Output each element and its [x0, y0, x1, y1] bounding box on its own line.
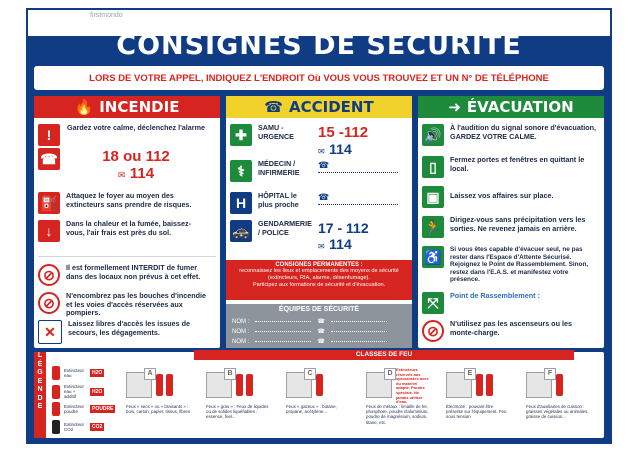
- sms-number-wrap: [66, 165, 206, 183]
- phone-icon: ☎: [317, 339, 325, 345]
- ext-label: Extincteur CO2: [64, 422, 85, 432]
- nom-row-3: [232, 338, 387, 345]
- sms-number: 114: [129, 165, 155, 182]
- incendie-column: [34, 96, 220, 348]
- samu-sms-number: 114: [329, 141, 352, 157]
- exit-arrow-icon: ➜: [448, 98, 461, 116]
- equipes-title: ÉQUIPES DE SÉCURITÉ: [278, 306, 360, 313]
- first-aid-icon: ✚: [230, 124, 252, 146]
- gendarmerie-label: GENDARMERIE / POLICE: [258, 219, 312, 237]
- fire-desc: Feux d'auxiliaires de cuisson : graisses végétales ou animales, graisse de cuisson...: [526, 404, 589, 420]
- bag-icon: ▣: [422, 186, 444, 208]
- attack-text: Attaquez le foyer au moyen des extincteurs sans prendre de risques.: [66, 191, 192, 209]
- calm-row: [38, 124, 206, 146]
- no-smoking-text: Il est formellement INTERDIT de fumer dans des locaux non prévus à cet effet.: [66, 263, 201, 281]
- fire-letter: E: [464, 368, 476, 380]
- phone-icon: ☎: [317, 329, 325, 335]
- police-car-icon: 🚓: [230, 220, 252, 242]
- phone-icon: ☎: [38, 148, 60, 170]
- fire-desc: Feux « gazeux » : butane, propane, acétylène...: [286, 404, 337, 415]
- fire-desc: Feux de métaux : limaille de fer, phosphore, poudre d'aluminium, poudre de magnésium, sodium, titane, etc.: [366, 404, 429, 425]
- safety-poster: [26, 8, 612, 444]
- call-row: [38, 148, 206, 183]
- extinguisher-icon: ⛽: [38, 192, 60, 214]
- samu-number: 15 -112: [318, 124, 369, 141]
- samu-numbers: [318, 124, 410, 159]
- fire-letter: F: [544, 368, 556, 380]
- flame-icon: 🔥: [74, 98, 94, 116]
- extinguisher-icon: [236, 374, 243, 396]
- exits-text: Laissez libres d'accès les issues de secours, les dégagements.: [68, 319, 190, 337]
- incendie-heading-label: INCENDIE: [99, 98, 180, 116]
- extinguisher-icon: [476, 374, 483, 396]
- police-sms-wrap: [318, 236, 410, 254]
- samu-sms-wrap: [318, 141, 410, 159]
- medecin-phone-line: ☎: [318, 160, 398, 173]
- exit-text: Dirigez-vous sans précipitation vers les sorties. Ne revenez jamais en arrière.: [450, 215, 586, 233]
- poster-title: CONSIGNES DE SÉCURITÉ: [116, 30, 522, 61]
- running-man-icon: 🏃: [422, 216, 444, 238]
- accident-heading-label: ACCIDENT: [288, 98, 374, 116]
- sms-icon: ✉: [318, 147, 325, 156]
- ext-label: Extincteur eau + additif: [64, 384, 85, 399]
- belongings-text: Laissez vos affaires sur place.: [450, 191, 554, 200]
- refuge-row: [422, 246, 596, 284]
- ext-badge: H2O: [92, 388, 103, 395]
- fire-desc: Électricité : pouvant être présente sur l'équipement. Feu sous tension: [446, 404, 507, 420]
- fire-letter: B: [224, 368, 236, 380]
- sms-icon: ✉: [318, 242, 325, 251]
- fire-number: 18 ou 112: [102, 148, 170, 165]
- extinguisher-icon: [556, 374, 563, 396]
- nom-line: [255, 321, 311, 322]
- fire-letter: D: [384, 368, 396, 380]
- nom-label: NOM :: [232, 318, 250, 325]
- ext-label: Extincteur poudre: [64, 404, 85, 414]
- divider: [38, 256, 216, 257]
- sms-icon: ✉: [117, 170, 126, 180]
- samu-label: SAMU - URGENCE: [258, 123, 294, 141]
- extinguisher-icon: [156, 374, 163, 396]
- extinguisher-icon: [246, 374, 253, 396]
- perm-title: CONSIGNES PERMANENTES :: [275, 262, 363, 268]
- hopital-label: HÔPITAL le plus proche: [258, 191, 299, 209]
- no-obstruct-text: N'encombrez pas les bouches d'incendie et les voies d'accès réservées aux pompiers.: [66, 291, 207, 318]
- doctor-icon: ⚕: [230, 160, 252, 182]
- evacuation-column: [418, 96, 604, 348]
- hopital-row: [230, 192, 398, 214]
- no-obstruct-icon: ⊘: [38, 292, 60, 314]
- attack-row: [38, 192, 206, 214]
- fire-letter: A: [144, 368, 156, 380]
- nom-row-1: [232, 318, 387, 325]
- fire-class-e: [446, 366, 514, 434]
- fire-class-d: [366, 366, 434, 434]
- calm-text: Gardez votre calme, déclenchez l'alarme: [67, 123, 205, 132]
- no-elevator-icon: ⊘: [422, 320, 444, 342]
- accident-column: [226, 96, 412, 348]
- fire-warning: Extincteurs réservés aux spécialistes avec du matériel adapté. Poudre spéciale. Ne jamais utiliser d'eau.: [396, 367, 429, 405]
- medecin-label: MÉDECIN / INFIRMERIE: [258, 159, 300, 177]
- rassemblement-row: [422, 292, 596, 314]
- elevator-row: [422, 320, 596, 342]
- hopital-phone-line: ☎: [318, 192, 398, 205]
- assembly-point-icon: ⤧: [422, 292, 444, 314]
- hospital-icon: H: [230, 192, 252, 214]
- nom-line: [255, 331, 311, 332]
- subtitle: LORS DE VOTRE APPEL, INDIQUEZ L'ENDROIT Où VOUS VOUS TROUVEZ ET UN N° DE TÉLÉPHONE: [89, 72, 549, 84]
- legende-label: LÉGENDE: [37, 352, 43, 410]
- crouch-icon: ↓: [38, 220, 60, 242]
- ext-badge: H2O: [92, 370, 103, 376]
- ext-label: Extincteur eau: [64, 368, 85, 378]
- doors-text: Fermez portes et fenêtres en quittant le local.: [450, 155, 585, 173]
- extinguisher-icon: [52, 402, 60, 416]
- door-icon: ▯: [422, 156, 444, 178]
- alarm-icon: !: [38, 124, 60, 146]
- exits-row: [38, 320, 212, 344]
- samu-row: [230, 124, 410, 159]
- phone-line: [331, 331, 387, 332]
- signal-text: À l'audition du signal sonore d'évacuation, GARDEZ VOTRE CALME.: [450, 123, 596, 141]
- fire-desc: Feux « secs » ou « braisants » : bois, carton, papier, tissus, fibres: [126, 404, 190, 415]
- fire-class-b: [206, 366, 274, 434]
- fire-class-a: [126, 366, 194, 434]
- phone-line: [331, 321, 387, 322]
- legende-tag: [34, 352, 46, 438]
- legende-panel: [34, 352, 604, 438]
- phone-icon: ☎: [317, 319, 325, 325]
- ext-co2: [52, 420, 104, 434]
- ext-water-additive: [52, 384, 104, 399]
- exit-row: [422, 216, 596, 238]
- subtitle-bar: [34, 66, 604, 90]
- ext-powder: [52, 402, 115, 416]
- equipes-securite: [226, 304, 412, 348]
- nom-label: NOM :: [232, 338, 250, 345]
- smoke-row: [38, 220, 206, 242]
- signal-row: [422, 124, 596, 146]
- extinguisher-icon: [316, 374, 323, 396]
- fire-desc: Feux « gras » : Feux de liquides ou de solides liquéfiables : essence, fuel...: [206, 404, 269, 420]
- elevator-text: N'utilisez pas les ascenseurs ou les monte-charge.: [450, 319, 572, 337]
- consignes-permanentes: [226, 260, 412, 300]
- speaker-icon: 🔊: [422, 124, 444, 146]
- doors-row: [422, 156, 596, 178]
- no-obstruct-row: [38, 292, 210, 318]
- accident-heading: [226, 96, 412, 118]
- evacuation-heading-label: ÉVACUATION: [466, 98, 574, 116]
- phone-handset-icon: ☎: [264, 98, 283, 116]
- nom-row-2: [232, 328, 387, 335]
- evacuation-heading: [418, 96, 604, 118]
- nom-line: [255, 341, 311, 342]
- extinguisher-icon: [166, 374, 173, 396]
- fire-class-f: [526, 366, 594, 434]
- medecin-row: [230, 160, 398, 182]
- police-numbers: [318, 220, 410, 254]
- police-sms-number: 114: [329, 236, 352, 252]
- call-numbers: [66, 148, 206, 183]
- incendie-heading: [34, 96, 220, 118]
- ext-badge: CO2: [92, 424, 103, 430]
- fire-letter: C: [304, 368, 316, 380]
- perm-text-2: Participez aux formations de sécurité et d'évacuation.: [252, 282, 386, 288]
- ext-water: [52, 366, 104, 380]
- belongings-row: [422, 186, 596, 208]
- classes-title: CLASSES DE FEU: [194, 350, 574, 360]
- phone-line: [331, 341, 387, 342]
- police-number: 17 - 112: [318, 220, 369, 236]
- fire-class-c: [286, 366, 354, 434]
- extinguisher-icon: [52, 420, 60, 434]
- smoke-text: Dans la chaleur et la fumée, baissez-vous, l'air frais est près du sol.: [66, 219, 192, 237]
- wheelchair-icon: ♿: [422, 246, 444, 268]
- nom-label: NOM :: [232, 328, 250, 335]
- rassemblement-text: Point de Rassemblement :: [450, 291, 540, 300]
- no-smoking-icon: ⊘: [38, 264, 60, 286]
- brand-logo: firstmondo: [90, 12, 123, 19]
- no-smoking-row: [38, 264, 210, 286]
- extinguisher-icon: [486, 374, 493, 396]
- refuge-text: Si vous êtes capable d'évacuer seul, ne pas rester dans l'Espace d'Attente Sécurisé. Rejoignez le Point de Rassemblement. Sinon, restez dans l'E.A.S. et manifestez votre présence.: [450, 246, 589, 284]
- perm-text-1: reconnaissez les lieux et emplacements des moyens de sécurité (extincteurs, RIA, alarme, désenfumage).: [239, 268, 399, 281]
- blocked-exit-icon: ✕: [38, 320, 62, 344]
- extinguisher-icon: [52, 366, 60, 380]
- gendarmerie-row: [230, 220, 410, 254]
- ext-badge: POUDRE: [92, 406, 114, 412]
- extinguisher-icon: [52, 385, 60, 399]
